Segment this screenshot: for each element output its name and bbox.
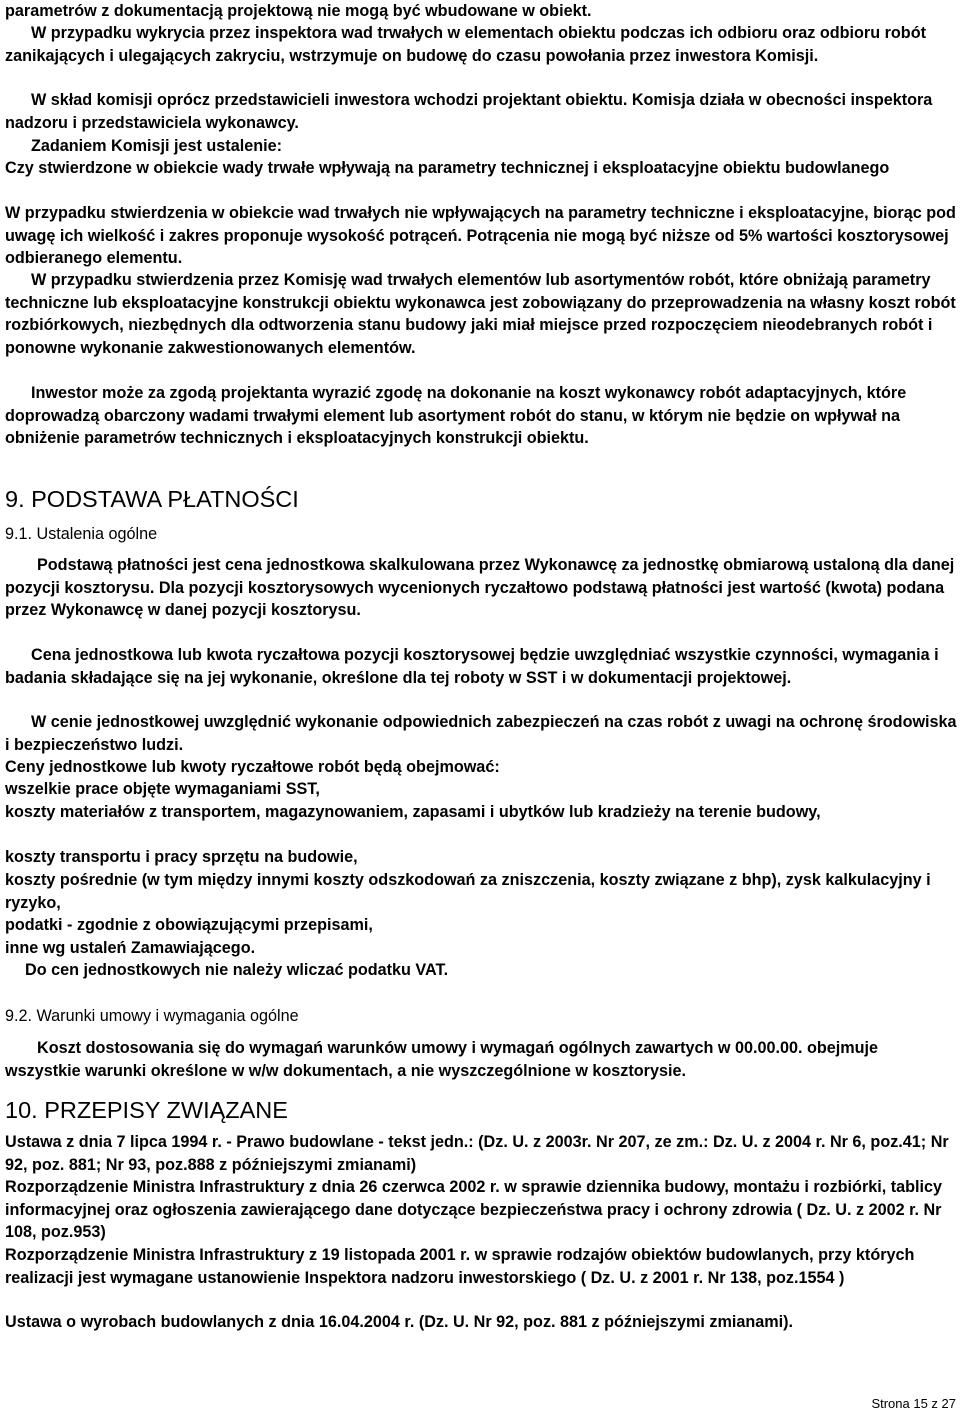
regulation-item: Rozporządzenie Ministra Infrastruktury z dnia 26 czerwca 2002 r. w sprawie dziennika budowy, montażu i rozbiórki, tablicy informacyjnej oraz ogłoszenia zawierającego dane dotyczące bezpieczeństwa pracy i ochrony zdrowia ( Dz. U. z 2002 r. Nr 108, poz.953) xyxy=(5,1178,943,1242)
paragraph: Czy stwierdzone w obiekcie wady trwałe wpływają na parametry technicznej i eksploatacyjne obiektu budowlanego xyxy=(5,159,890,177)
paragraph: Inwestor może za zgodą projektanta wyrazić zgodę na dokonanie na koszt wykonawcy robót adaptacyjnych, które doprowadzą obarczony wadami trwałymi element lub asortyment robót do stanu, w którym nie będzie on wpływał na obniżenie parametrów technicznych i eksploatacyjnych konstrukcji obiektu. xyxy=(5,384,907,448)
list-item: wszelkie prace objęte wymaganiami SST, xyxy=(5,780,320,798)
list-item: koszty transportu i pracy sprzętu na budowie, xyxy=(5,848,358,866)
section-heading: 9. PODSTAWA PŁATNOŚCI xyxy=(5,486,299,512)
section-heading: 10. PRZEPISY ZWIĄZANE xyxy=(5,1097,288,1123)
paragraph: Do cen jednostkowych nie należy wliczać podatku VAT. xyxy=(25,961,449,979)
list-item: inne wg ustaleń Zamawiającego. xyxy=(5,939,256,957)
paragraph: W przypadku wykrycia przez inspektora wad trwałych w elementach obiektu podczas ich odbioru oraz odbioru robót zanikających i ulegających zakryciu, wstrzymuje on budowę do czasu powołania przez inwestora Komisji. xyxy=(5,24,926,65)
regulation-item: Ustawa o wyrobach budowlanych z dnia 16.04.2004 r. (Dz. U. Nr 92, poz. 881 z późniejszymi zmianami). xyxy=(5,1313,794,1331)
paragraph: parametrów z dokumentacją projektową nie mogą być wbudowane w obiekt. xyxy=(5,2,592,20)
regulation-item: Ustawa z dnia 7 lipca 1994 r. - Prawo budowlane - tekst jedn.: (Dz. U. z 2003r. Nr 207, ze zm.: Dz. U. z 2004 r. Nr 6, poz.41; Nr 92, poz. 881; Nr 93, poz.888 z późniejszymi zmianami) xyxy=(5,1133,949,1174)
paragraph: Podstawą płatności jest cena jednostkowa skalkulowana przez Wykonawcę za jednostkę obmiarową ustaloną dla danej pozycji kosztorysu. Dla pozycji kosztorysowych wycenionych ryczałtowo podstawą płatności jest wartość (kwota) podana przez Wykonawcę w danej pozycji kosztorysu. xyxy=(5,556,955,620)
subsection-heading: 9.1. Ustalenia ogólne xyxy=(5,525,158,543)
paragraph: Koszt dostosowania się do wymagań warunków umowy i wymagań ogólnych zawartych w 00.00.00. obejmuje wszystkie warunki określone w w/w dokumentach, a nie wyszczególnione w kosztorysie. xyxy=(5,1039,879,1080)
paragraph: W skład komisji oprócz przedstawicieli inwestora wchodzi projektant obiektu. Komisja działa w obecności inspektora nadzoru i przedstawiciela wykonawcy. xyxy=(5,91,933,132)
list-item: podatki - zgodnie z obowiązującymi przepisami, xyxy=(5,916,373,934)
paragraph: Ceny jednostkowe lub kwoty ryczałtowe robót będą obejmować: xyxy=(5,758,500,776)
paragraph: W przypadku stwierdzenia przez Komisję wad trwałych elementów lub asortymentów robót, które obniżają parametry techniczne lub eksploatacyjne konstrukcji obiektu wykonawca jest zobowiązany do przeprowadzenia na własny koszt robót rozbiórkowych, niezbędnych dla odtworzenia stanu budowy jaki miał miejsce przed rozpoczęciem nieodebranych robót i ponowne wykonanie zakwestionowanych elementów. xyxy=(5,271,956,357)
paragraph: W cenie jednostkowej uwzględnić wykonanie odpowiednich zabezpieczeń na czas robót z uwagi na ochronę środowiska i bezpieczeństwo ludzi. xyxy=(5,713,957,754)
subsection-heading: 9.2. Warunki umowy i wymagania ogólne xyxy=(5,1007,299,1025)
regulation-item: Rozporządzenie Ministra Infrastruktury z 19 listopada 2001 r. w sprawie rodzajów obiektów budowlanych, przy których realizacji jest wymagane ustanowienie Inspektora nadzoru inwestorskiego ( Dz. U. z 2001 r. Nr 138, poz.1554 ) xyxy=(5,1246,915,1287)
list-item: koszty pośrednie (w tym między innymi koszty odszkodowań za zniszczenia, koszty związane z bhp), zysk kalkulacyjny i ryzyko, xyxy=(5,871,931,912)
page-number: Strona 15 z 27 xyxy=(871,1396,956,1411)
paragraph: Zadaniem Komisji jest ustalenie: xyxy=(31,137,282,155)
paragraph: Cena jednostkowa lub kwota ryczałtowa pozycji kosztorysowej będzie uwzględniać wszystkie czynności, wymagania i badania składające się na jej wykonanie, określone dla tej roboty w SST i w dokumentacji projektowej. xyxy=(5,646,939,687)
paragraph: W przypadku stwierdzenia w obiekcie wad trwałych nie wpływających na parametry techniczne i eksploatacyjne, biorąc pod uwagę ich wielkość i zakres proponuje wysokość potrąceń. Potrącenia nie mogą być niższe od 5% wartości kosztorysowej odbieranego elementu. xyxy=(5,204,956,268)
list-item: koszty materiałów z transportem, magazynowaniem, zapasami i ubytków lub kradzieży na terenie budowy, xyxy=(5,803,821,821)
